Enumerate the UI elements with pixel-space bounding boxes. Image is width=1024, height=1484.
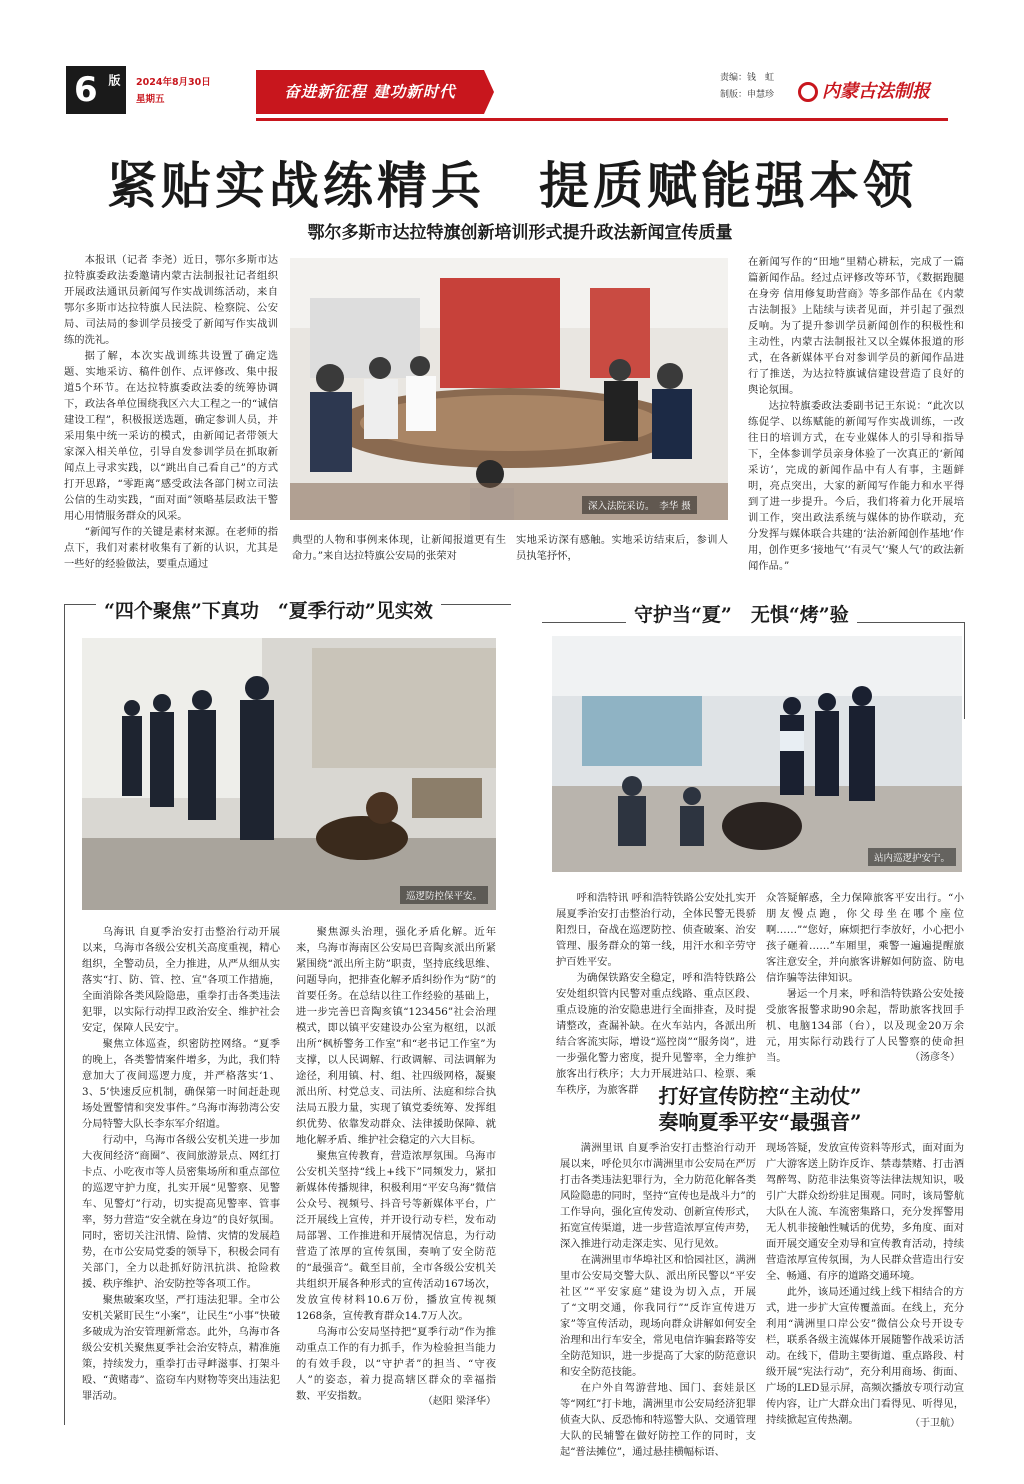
right-paragraph: 暑运一个月来，呼和浩特铁路公安处接受旅客报警求助90余起，帮助旅客找回手机、电脑134部（台），以及现金20万余元，用实际行动践行了人民警察的使命担当。 bbox=[766, 988, 964, 1064]
right-story-headline: 守护当“夏” 无惧“烤”验 bbox=[626, 600, 857, 627]
station-photo-illustration bbox=[552, 636, 962, 872]
bottom-story-signature: （于卫航） bbox=[910, 1418, 960, 1429]
patrol-photo-illustration bbox=[82, 638, 496, 910]
lead-headline: 紧贴实战练精兵 提质赋能强本领 bbox=[107, 156, 917, 215]
caption-text: 深入法院采访。 bbox=[588, 501, 650, 512]
right-story-signature: （汤彦冬） bbox=[910, 1052, 960, 1063]
lead-column-1 bbox=[64, 252, 278, 584]
bottom-paragraph: 在满洲里市华埠社区和恰园社区，满洲里市公安局交警大队、派出所民警以“平安社区”“平安家庭”建设为切入点，开展了“文明交通，你我同行”“反诈宣传进万家”等宣传活动，现场向群众讲解如何安全治理和出行车安全，常见电信诈骗套路等安全防范知识，进一步提高了大家的防范意识和安全防范技能。 bbox=[560, 1254, 756, 1378]
lead-paragraph: 典型的人物和事例来体现，让新闻报道更有生命力。”来自达拉特旗公安局的张荣对 bbox=[292, 534, 506, 562]
lead-photo-caption bbox=[582, 496, 697, 514]
editor: 责编：钱 虹 bbox=[720, 73, 775, 83]
lead-paragraph: 实地采访深有感触。实地采访结束后，参训人员执笔抒怀， bbox=[516, 534, 728, 562]
lead-paragraph: “新闻写作的关键是素材来源。在老师的指点下，我们对素材收集有了新的认识，尤其是一些好的经验做法，要重点通过 bbox=[64, 526, 278, 570]
issue-date bbox=[136, 74, 236, 108]
lead-paragraph: 达拉特旗委政法委副书记王东说：“此次以练促学、以练赋能的新闻写作实战训练，一改往日的培训方式，在专业媒体人的引导和指导下，全体参训学员亲身体验了一次真正的‘新闻采访’，完成的新闻作品中有人有事，主题鲜明，亮点突出，大家的新闻写作能力和水平得到了进一步提升。今后，我们将着力化开展培训工作，突出政法系统与媒体的协作联动，充分发挥与媒体联合共建的‘法治新闻创作基地’作用，创作更多‘接地气’‘有灵气’‘聚人气’的政法新闻作品。” bbox=[748, 400, 964, 572]
bottom-paragraph: 满洲里讯 自夏季治安打击整治行动开展以来，呼伦贝尔市满洲里市公安局在严厉打击各类违法犯罪行为，全力防范化解各类风险隐患的同时，坚持“宣传也是战斗力”的工作导向，强化宣传发动、创新宣传形式，拓宽宣传渠道，进一步营造浓厚宣传声势，深入推进行动走深走实、见行见效。 bbox=[560, 1142, 756, 1250]
left-story-headline: “四个聚焦”下真功 “夏季行动”见实效 bbox=[96, 596, 441, 623]
editor-credits bbox=[720, 70, 774, 104]
left-story-photo bbox=[82, 638, 496, 910]
lead-column-2 bbox=[292, 532, 506, 572]
lead-column-4 bbox=[748, 254, 964, 572]
producer: 制版：申慧珍 bbox=[720, 90, 775, 100]
header-rule bbox=[256, 118, 948, 121]
lead-subhead: 鄂尔多斯市达拉特旗创新培训形式提升政法新闻宣传质量 bbox=[307, 223, 733, 243]
section-banner: 奋进新征程 建功新时代 bbox=[256, 70, 484, 114]
bottom-story-column-1 bbox=[560, 1140, 756, 1458]
bottom-headline-2: 奏响夏季平安“最强音” bbox=[658, 1110, 862, 1134]
logo-mark-icon bbox=[798, 82, 818, 102]
right-paragraph: 呼和浩特讯 呼和浩特铁路公安处扎实开展夏季治安打击整治行动，全体民警无畏骄阳烈日，奋战在巡逻防控、侦查破案、治安管理、服务群众的第一线，用汗水和辛劳守护百姓平安。 bbox=[556, 892, 756, 968]
bottom-paragraph: 在户外自驾游营地、国门、套娃景区等“网红”打卡地，满洲里市公安局经济犯罪侦查大队、反恐怖和特巡警大队、交通管理大队的民辅警在做好防控工作的同时，支起“普法摊位”，通过悬挂横幅标语、 bbox=[560, 1382, 756, 1458]
left-paragraph: 聚焦破案攻坚，严打违法犯罪。全市公安机关紧盯民生“小案”，让民生“小事”快破多破成为治安管理新常态。此外，乌海市各级公安机关聚焦夏季社会治安特点，精准施策，持续发力，重拳打击寻衅滋事、打架斗殴、“黄赌毒”、盗窃车内财物等突出违法犯罪活动。 bbox=[82, 1294, 280, 1402]
left-story-signature: （赵阳 梁泽华） bbox=[422, 1396, 496, 1407]
logo-text: 内蒙古法制报 bbox=[822, 81, 930, 102]
right-paragraph: 为确保铁路安全稳定，呼和浩特铁路公安处组织管内民警对重点线路、重点区段、重点设施的治安隐患进行全面排查，及时提请整改，查漏补缺。在火车站内，各派出所结合客流实际，增设“巡控岗”“服务岗”，进一步强化警力密度，提升见警率，全力维护旅客出行秩序；大力开展进站口、检票、乘车秩序，为旅客群 bbox=[556, 972, 756, 1096]
left-paragraph: 聚焦宣传教育，营造浓厚氛围。乌海市公安机关坚持“线上+线下”同频发力，紧扣新媒体传播规律，积极利用“平安乌海”微信公众号、视频号、抖音号等新媒体平台，广泛开展线上宣传，并开设行动专栏，发布动局部署、工作推进和开展情况信息，为行动营造了浓厚的宣传氛围，奏响了安全防范的“最强音”。截至目前，全市各级公安机关共组织开展各种形式的宣传活动167场次，发放宣传材料10.6万份，播放宣传视频1268条，宣传教育群众14.7万人次。 bbox=[296, 1150, 496, 1322]
right-story-photo bbox=[552, 636, 962, 872]
left-story-column-1 bbox=[82, 924, 280, 1412]
page-number-block bbox=[66, 66, 126, 114]
left-paragraph: 聚焦立体巡查，织密防控网络。“夏季的晚上，各类警情案件增多，为此，我们特意加大了夜间巡逻力度，并严格落实‘1、3、5’快速反应机制，确保第一时间赶赴现场处置警情和突发事件。”乌海市海勃湾公安分局特警大队长李东军介绍道。 bbox=[82, 1038, 280, 1130]
right-paragraph: 众答疑解惑，全力保障旅客平安出行。“小朋友慢点跑，你父母坐在哪个座位啊……”“您好，麻烦把行李放好，小心把小孩子砸着……”车厢里，乘警一遍遍提醒旅客注意安全，并向旅客讲解如何防盗、防电信诈骗等法律知识。 bbox=[766, 892, 964, 984]
date-text: 2024年8月30日 bbox=[136, 77, 211, 88]
weekday-text: 星期五 bbox=[136, 94, 165, 105]
lead-paragraph: 在新闻写作的“田地”里精心耕耘，完成了一篇篇新闻作品。经过点评修改等环节，《数据跑腿在身旁 信用修复助营商》等多部作品在《内蒙古法制报》上陆续与读者见面，并引起了强烈反响。为了提升参训学员新闻创作的积极性和主动性，内蒙古法制报社又以全媒体报道的形式，在各新媒体平台对参训学员的新闻作品进行了推送，为达拉特旗诚信建设营造了良好的舆论氛围。 bbox=[748, 256, 964, 396]
bottom-headline-1: 打好宣传防控“主动仗” bbox=[658, 1084, 862, 1108]
newspaper-logo bbox=[798, 72, 948, 112]
left-photo-caption: 巡逻防控保平安。 bbox=[400, 886, 488, 904]
bottom-paragraph: 现场答疑，发放宣传资料等形式，面对面为广大游客送上防诈反诈、禁毒禁赌、打击酒驾醉驾、防范非法集资等法律法规知识，吸引广大群众纷纷驻足围观。同时，该局警航大队在人流、车流密集路口，充分发挥警用无人机非接触性喊话的优势，多角度、面对面开展交通安全劝导和宣传教育活动，持续营造浓厚宣传氛围，为人民群众营造出行安全、畅通、有序的道路交通环境。 bbox=[766, 1142, 964, 1282]
left-paragraph: 聚焦源头治理，强化矛盾化解。近年来，乌海市海南区公安局巴音陶亥派出所紧紧围绕“派出所主防”职责，坚持底线思维、问题导向，把排查化解矛盾纠纷作为“防”的首要任务。在总结以往工作经验的基础上，进一步完善巴音陶亥镇“123456”社会治理模式，即以镇平安建设办公室为枢纽，以派出所“枫桥警务工作室”和“老书记工作室”为支撑，以人民调解、行政调解、司法调解为途径，利用镇、村、组、社四级网格，凝聚派出所、村党总支、司法所、法庭和综合执法局五股力量，实现了镇党委统筹、发挥组织优势、依靠发动群众、法律援助保障、就地化解矛盾、维护社会稳定的六大目标。 bbox=[296, 926, 496, 1146]
right-photo-caption: 站内巡逻护安宁。 bbox=[868, 848, 956, 866]
right-story-column-1 bbox=[556, 890, 756, 1096]
left-paragraph: 乌海讯 自夏季治安打击整治行动开展以来，乌海市各级公安机关高度重视，精心组织，全警动员，全力推进，从严从细从实落实“打、防、管、控、宣”各项工作措施，全面消除各类风险隐患，重拳打击各类违法犯罪，以实际行动捍卫政治安全、维护社会安定，保障人民安宁。 bbox=[82, 926, 280, 1034]
left-paragraph: 行动中，乌海市各级公安机关进一步加大夜间经济“商圈”、夜间旅游景点、网红打卡点、小吃夜市等人员密集场所和重点部位的巡逻守护力度，扎实开展“见警察、见警车、见警灯”行动，切实提高见警率、管事率，努力营造“安全就在身边”的良好氛围。同时，密切关注汛情、险情、灾情的发展趋势，在市公安局党委的领导下，积极会同有关部门，全力以赴抓好防汛抗洪、抢险救援、秩序维护、治安防控等各项工作。 bbox=[82, 1134, 280, 1290]
lead-paragraph: 本报讯（记者 李尧）近日，鄂尔多斯市达拉特旗委政法委邀请内蒙古法制报社记者组织开展政法通讯员新闻写作实战训练活动，来自鄂尔多斯市达拉特旗人民法院、检察院、公安局、司法局的参训学员接受了新闻写作实战训练的洗礼。 bbox=[64, 254, 278, 346]
meeting-photo-illustration bbox=[290, 258, 728, 520]
caption-credit: 李华 摄 bbox=[659, 501, 691, 512]
lead-paragraph: 据了解，本次实战训练共设置了确定选题、实地采访、稿件创作、点评修改、集中报道5个环节。在达拉特旗委政法委的统筹协调下，政法各单位围绕我区六大工程之一的“诚信建设工程”，积极报送选题，确定参训人员，并采用集中统一采访的模式，由新闻记者带领大家深入相关单位，引导自发参训学员在抓取新闻点上寻求实践，以“跳出自己看自己”的方式打开思路，“零距离”感受政法各部门树立司法公信的生动实践，“面对面”领略基层政法干警用心用情服务群众的风采。 bbox=[64, 350, 278, 522]
page-number: 6 bbox=[74, 70, 98, 110]
lead-column-3 bbox=[516, 532, 728, 572]
page-suffix: 版 bbox=[107, 74, 121, 86]
left-paragraph: 乌海市公安局坚持把“夏季行动”作为推动重点工作的有力抓手，作为检验担当能力的有效手段，以“守护者”的担当、“守夜人”的姿态，着力提高辖区群众的幸福指数、平安指数。 bbox=[296, 1326, 496, 1402]
bottom-paragraph: 此外，该局还通过线上线下相结合的方式，进一步扩大宣传覆盖面。在线上，充分利用“满洲里口岸公安”微信公众号开设专栏，联系各级主流媒体开展随警作战采访活动。在线下，借助主要街道、重点路段、村级开展“宪法行动”，充分利用商场、街面、广场的LED显示屏，高频次播放专项行动宣传内容，让广大群众出门看得见、听得见，持续掀起宣传热潮。 bbox=[766, 1286, 964, 1426]
lead-photo bbox=[290, 258, 728, 520]
